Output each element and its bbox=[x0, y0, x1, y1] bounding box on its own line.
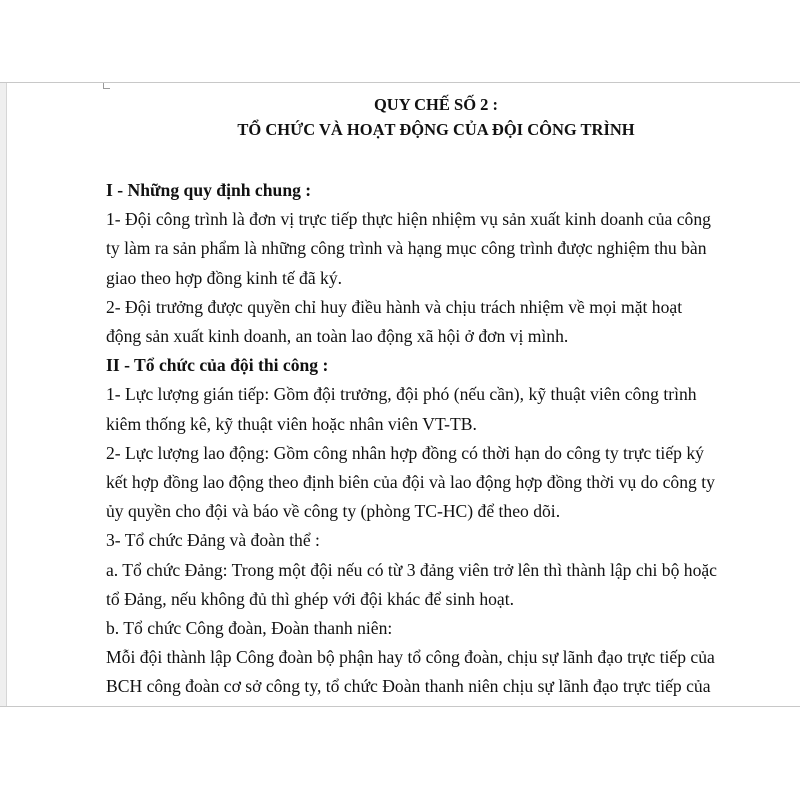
body-line: 1- Lực lượng gián tiếp: Gồm đội trưởng, đội phó (nếu cần), kỹ thuật viên công trình bbox=[106, 384, 697, 405]
body-line: ủy quyền cho đội và báo về công ty (phòng TC-HC) để theo dõi. bbox=[106, 501, 561, 522]
body-line: b. Tổ chức Công đoàn, Đoàn thanh niên: bbox=[106, 618, 393, 639]
body-line: 3- Tổ chức Đảng và đoàn thể : bbox=[106, 530, 320, 551]
body-line: kết hợp đồng lao động theo định biên của đội và lao động hợp đồng thời vụ do công ty bbox=[106, 472, 715, 493]
section-heading: II - Tổ chức của đội thi công : bbox=[106, 355, 329, 376]
body-line: Mỗi đội thành lập Công đoàn bộ phận hay tổ công đoàn, chịu sự lãnh đạo trực tiếp của bbox=[106, 647, 715, 668]
page-corner-mark bbox=[103, 83, 110, 89]
bottom-background bbox=[0, 707, 800, 800]
body-line: ty làm ra sản phẩm là những công trình và hạng mục công trình được nghiệm thu bàn bbox=[106, 238, 707, 259]
body-line: 1- Đội công trình là đơn vị trực tiếp thực hiện nhiệm vụ sản xuất kinh doanh của công bbox=[106, 209, 711, 230]
body-line: a. Tổ chức Đảng: Trong một đội nếu có từ 3 đảng viên trở lên thì thành lập chi bộ hoặc bbox=[106, 559, 717, 580]
top-background bbox=[0, 0, 800, 82]
document-body bbox=[106, 176, 756, 731]
document-content bbox=[106, 92, 756, 731]
body-line: tổ Đảng, nếu không đủ thì ghép với đội khác để sinh hoạt. bbox=[106, 588, 515, 609]
body-line: động sản xuất kinh doanh, an toàn lao động xã hội ở đơn vị mình. bbox=[106, 326, 569, 347]
section-heading: I - Những quy định chung : bbox=[106, 180, 312, 200]
body-line: BCH công đoàn cơ sở công ty, tổ chức Đoàn thanh niên chịu sự lãnh đạo trực tiếp của bbox=[106, 676, 711, 697]
body-line: giao theo hợp đồng kinh tế đã ký. bbox=[106, 267, 343, 288]
document-title: QUY CHẾ SỐ 2 : bbox=[373, 95, 499, 114]
page-left-edge bbox=[0, 83, 7, 706]
body-line: 2- Lực lượng lao động: Gồm công nhân hợp đồng có thời hạn do công ty trực tiếp ký bbox=[106, 442, 704, 463]
document-page[interactable] bbox=[0, 82, 800, 707]
document-subtitle: TỔ CHỨC VÀ HOẠT ĐỘNG CỦA ĐỘI CÔNG TRÌNH bbox=[237, 120, 635, 139]
body-line: kiêm thống kê, kỹ thuật viên hoặc nhân viên VT-TB. bbox=[106, 413, 477, 434]
body-line: 2- Đội trưởng được quyền chỉ huy điều hành và chịu trách nhiệm về mọi mặt hoạt bbox=[106, 296, 683, 317]
